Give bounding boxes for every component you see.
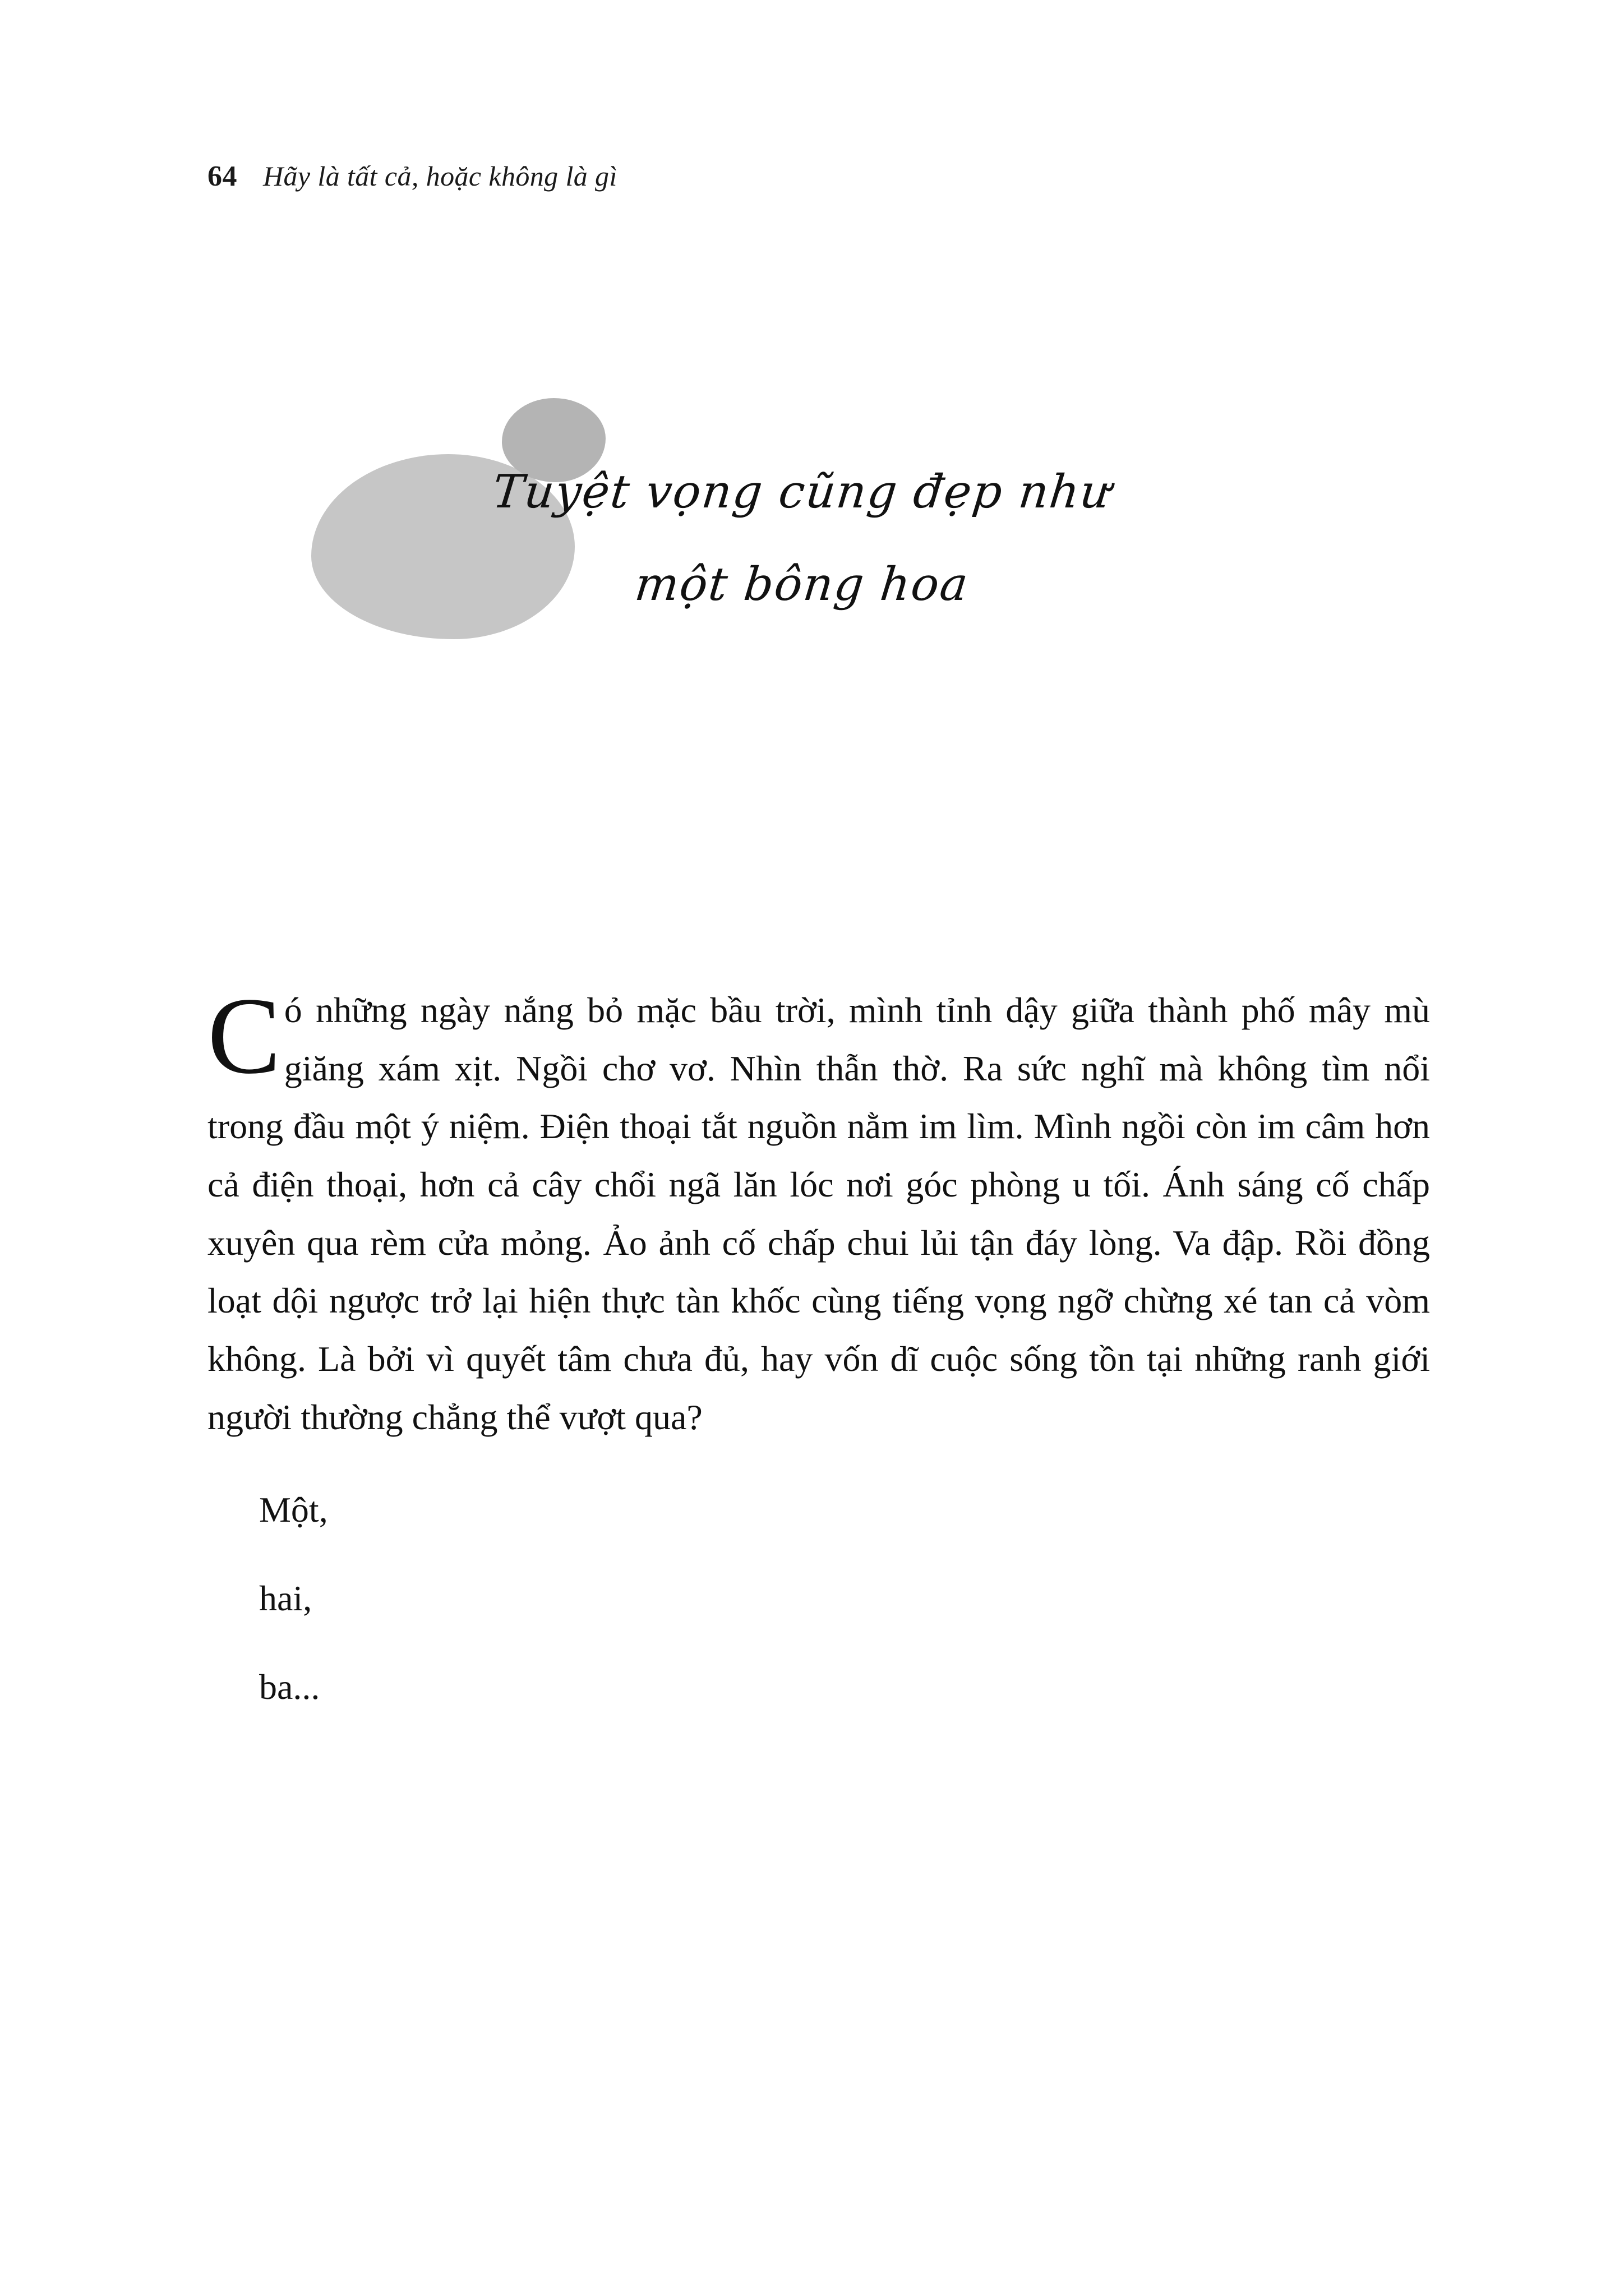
drop-cap: C — [207, 975, 281, 1097]
chapter-title-line-1: Tuyệt vọng cũng đẹp như — [490, 465, 1114, 519]
book-title: Hãy là tất cả, hoặc không là gì — [263, 160, 617, 192]
chapter-title — [207, 392, 1430, 611]
paragraph-first-text: ó những ngày nắng bỏ mặc bầu trời, mình tỉnh dậy giữa thành phố mây mù giăng xám xịt. Ngồi chơ vơ. Nhìn thẫn thờ. Ra sức nghĩ mà không tìm nổi trong đầu một ý niệm. Điện thoại tắt nguồn nằm im lìm. Mình ngồi còn im câm hơn cả điện thoại, hơn cả cây chổi ngã lăn lóc nơi góc phòng u tối. Ánh sáng cố chấp xuyên qua rèm cửa mỏng. Ảo ảnh cố chấp chui lủi tận đáy lòng. Va đập. Rồi đồng loạt dội ngược trở lại hiện thực tàn khốc cùng tiếng vọng ngỡ chừng xé tan cả vòm không. Là bởi vì quyết tâm chưa đủ, hay vốn dĩ cuộc sống tồn tại những ranh giới người thường chẳng thể vượt qua? — [207, 990, 1430, 1437]
paragraph-line-4: ba... — [259, 1666, 320, 1707]
paragraph-line-3: hai, — [259, 1578, 312, 1619]
running-head — [207, 160, 617, 193]
chapter-title-line-2: một bông hoa — [632, 558, 972, 611]
page-number: 64 — [207, 160, 237, 192]
paragraph-first — [207, 975, 1430, 1446]
chapter-title-block — [207, 392, 1430, 729]
body-copy — [207, 975, 1430, 1716]
paragraph-line-2: Một, — [259, 1490, 328, 1530]
